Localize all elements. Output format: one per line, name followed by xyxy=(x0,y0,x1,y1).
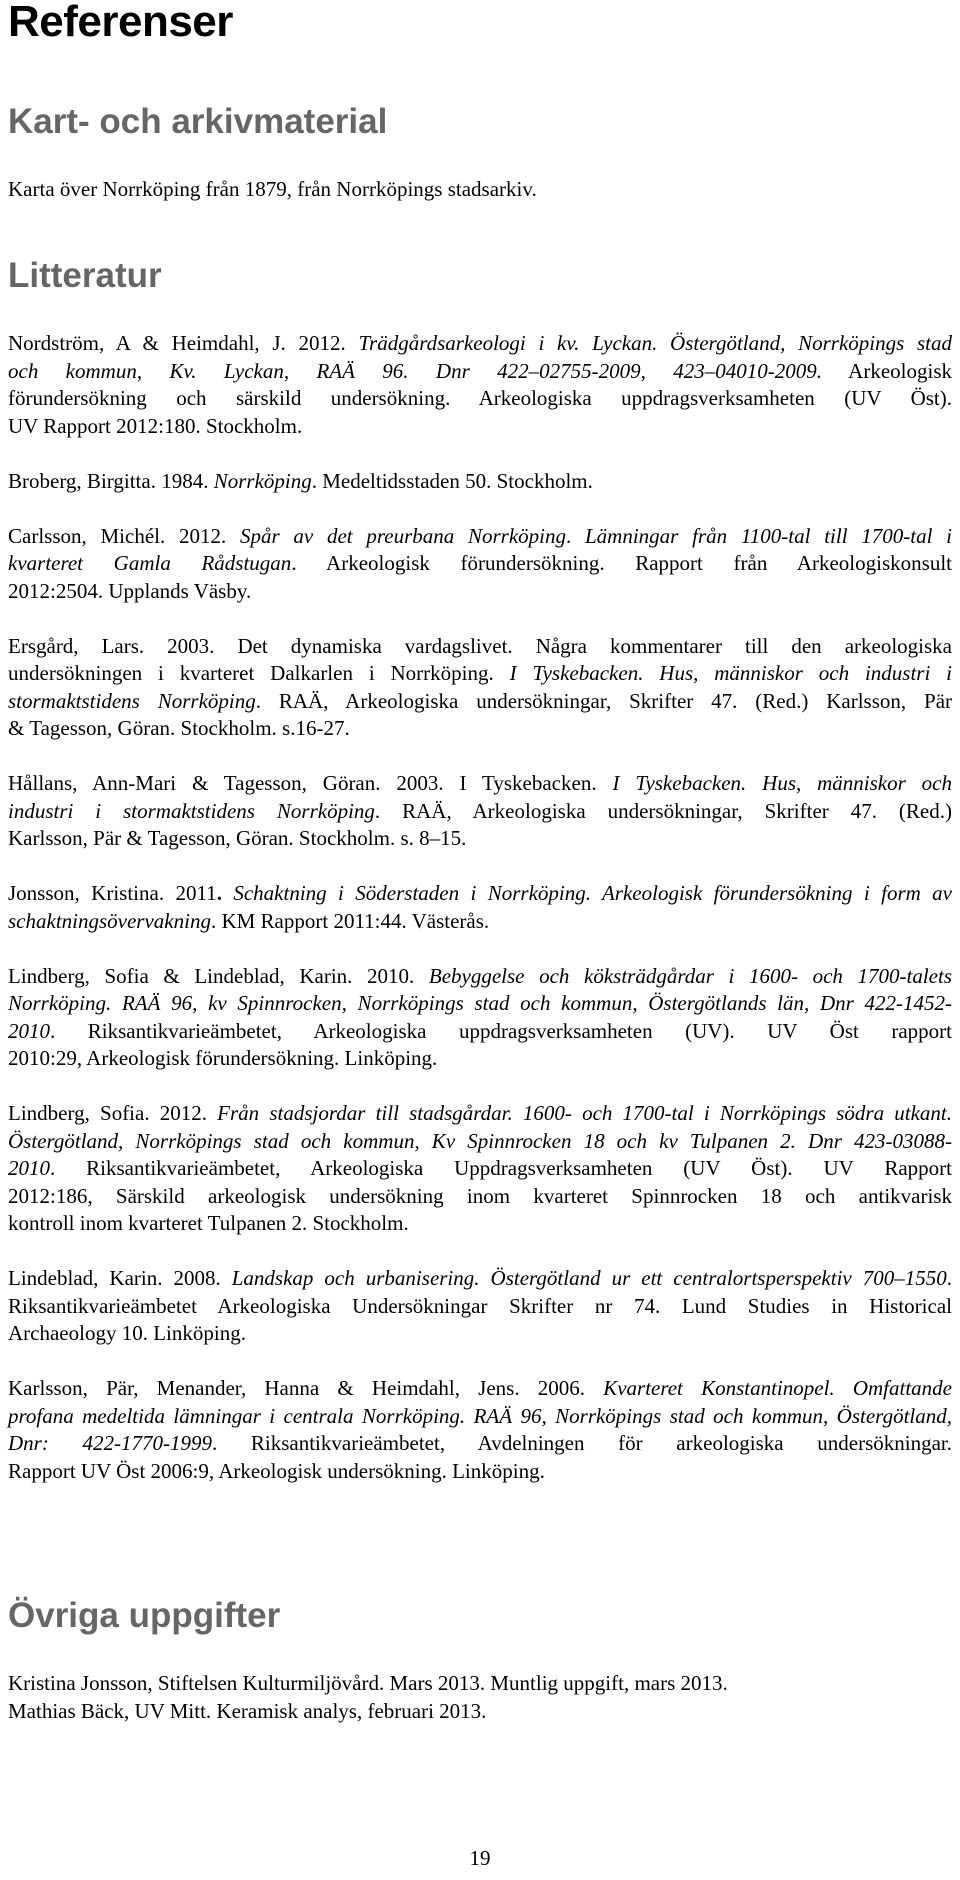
reference-entry xyxy=(8,523,952,606)
ovriga-line: Mathias Bäck, UV Mitt. Keramisk analys, februari 2013. xyxy=(8,1698,487,1723)
reference-line: kontroll inom kvarteret Tulpanen 2. Stockholm. xyxy=(8,1211,409,1235)
section-heading-litteratur: Litteratur xyxy=(8,256,162,295)
reference-line: Karlsson, Pär & Tagesson, Göran. Stockholm. s. 8–15. xyxy=(8,826,467,850)
reference-line: UV Rapport 2012:180. Stockholm. xyxy=(8,413,303,438)
reference-line: Östergötland, Norrköpings stad och kommun, Kv Spinnrocken 18 och kv Tulpanen 2. Dnr 423-03088- xyxy=(8,1128,952,1153)
reference-entry xyxy=(8,468,952,496)
reference-line: förundersökning och särskild undersökning. Arkeologiska uppdragsverksamheten (UV Öst). xyxy=(8,386,952,410)
reference-line: Lindberg, Sofia. 2012. Från stadsjordar till stadsgårdar. 1600- och 1700-tal i Norrköpings södra utkant. xyxy=(8,1101,952,1125)
reference-line: Norrköping. RAÄ 96, kv Spinnrocken, Norrköpings stad och kommun, Östergötlands län, Dnr 422-1452- xyxy=(8,991,952,1015)
reference-entry xyxy=(8,633,952,743)
ovriga-line: Kristina Jonsson, Stiftelsen Kulturmiljövård. Mars 2013. Muntlig uppgift, mars 2013. xyxy=(8,1671,728,1695)
reference-line: Dnr: 422-1770-1999. Riksantikvarieämbetet, Avdelningen för arkeologiska undersökningar. xyxy=(8,1431,952,1455)
reference-entry xyxy=(8,330,952,440)
reference-line: 2012:2504. Upplands Väsby. xyxy=(8,578,252,603)
reference-line: schaktningsövervakning. KM Rapport 2011:44. Västerås. xyxy=(8,908,490,933)
page-number: 19 xyxy=(469,1846,491,1870)
reference-entry xyxy=(8,770,952,853)
ovriga-list xyxy=(8,1670,952,1725)
reference-line: Archaeology 10. Linköping. xyxy=(8,1321,246,1345)
reference-line: industri i stormaktstidens Norrköping. RAÄ, Arkeologiska undersökningar, Skrifter 47. (Red.) xyxy=(8,798,952,823)
reference-entry xyxy=(8,1375,952,1485)
reference-line: Lindberg, Sofia & Lindeblad, Karin. 2010. Bebyggelse och köksträdgårdar i 1600- och 1700-talets xyxy=(8,963,952,988)
reference-line: och kommun, Kv. Lyckan, RAÄ 96. Dnr 422–02755-2009, 423–04010-2009. Arkeologisk xyxy=(8,358,952,383)
section-heading-ovriga: Övriga uppgifter xyxy=(8,1596,281,1635)
reference-line: 2012:186, Särskild arkeologisk undersökning inom kvarteret Spinnrocken 18 och antikvarisk xyxy=(8,1183,952,1208)
reference-line: Rapport UV Öst 2006:9, Arkeologisk undersökning. Linköping. xyxy=(8,1458,545,1483)
reference-entry xyxy=(8,963,952,1073)
reference-line: 2010:29, Arkeologisk förundersökning. Linköping. xyxy=(8,1046,438,1070)
page-title: Referenser xyxy=(8,0,233,46)
reference-line: & Tagesson, Göran. Stockholm. s.16-27. xyxy=(8,716,350,740)
reference-entry xyxy=(8,1265,952,1348)
reference-line: Karlsson, Pär, Menander, Hanna & Heimdahl, Jens. 2006. Kvarteret Konstantinopel. Omfattande xyxy=(8,1376,952,1400)
reference-line: 2010. Riksantikvarieämbetet, Arkeologiska Uppdragsverksamheten (UV Öst). UV Rapport xyxy=(8,1156,952,1180)
reference-line: undersökningen i kvarteret Dalkarlen i Norrköping. I Tyskebacken. Hus, människor och industri i xyxy=(8,661,952,685)
reference-entry xyxy=(8,1100,952,1238)
reference-line: Riksantikvarieämbetet Arkeologiska Undersökningar Skrifter nr 74. Lund Studies in Historical xyxy=(8,1293,952,1318)
section-heading-kart: Kart- och arkivmaterial xyxy=(8,102,388,141)
reference-line: Lindeblad, Karin. 2008. Landskap och urbanisering. Östergötland ur ett centralortsperspektiv 700–1550. xyxy=(8,1266,953,1290)
reference-line: Ersgård, Lars. 2003. Det dynamiska vardagslivet. Några kommentarer till den arkeologiska xyxy=(8,633,952,658)
reference-line: 2010. Riksantikvarieämbetet, Arkeologiska uppdragsverksamheten (UV). UV Öst rapport xyxy=(8,1018,952,1043)
reference-list xyxy=(8,330,952,1485)
reference-line: Jonsson, Kristina. 2011. Schaktning i Söderstaden i Norrköping. Arkeologisk förundersökning i form av xyxy=(8,881,953,905)
reference-entry xyxy=(8,880,952,935)
reference-line: Carlsson, Michél. 2012. Spår av det preurbana Norrköping. Lämningar från 1100-tal till 1700-tal i xyxy=(8,523,953,548)
reference-line: Nordström, A & Heimdahl, J. 2012. Trädgårdsarkeologi i kv. Lyckan. Östergötland, Norrköpings stad xyxy=(8,331,952,355)
reference-line: Broberg, Birgitta. 1984. Norrköping. Medeltidsstaden 50. Stockholm. xyxy=(8,468,593,493)
reference-line: stormaktstidens Norrköping. RAÄ, Arkeologiska undersökningar, Skrifter 47. (Red.) Karlsson, Pär xyxy=(8,688,953,713)
reference-line: profana medeltida lämningar i centrala Norrköping. RAÄ 96, Norrköpings stad och kommun, Östergötland, xyxy=(8,1403,952,1428)
reference-line: Hållans, Ann-Mari & Tagesson, Göran. 2003. I Tyskebacken. I Tyskebacken. Hus, människor och xyxy=(8,771,952,795)
reference-line: kvarteret Gamla Rådstugan. Arkeologisk förundersökning. Rapport från Arkeologiskonsult xyxy=(8,551,952,575)
kart-text: Karta över Norrköping från 1879, från Norrköpings stadsarkiv. xyxy=(8,177,537,201)
